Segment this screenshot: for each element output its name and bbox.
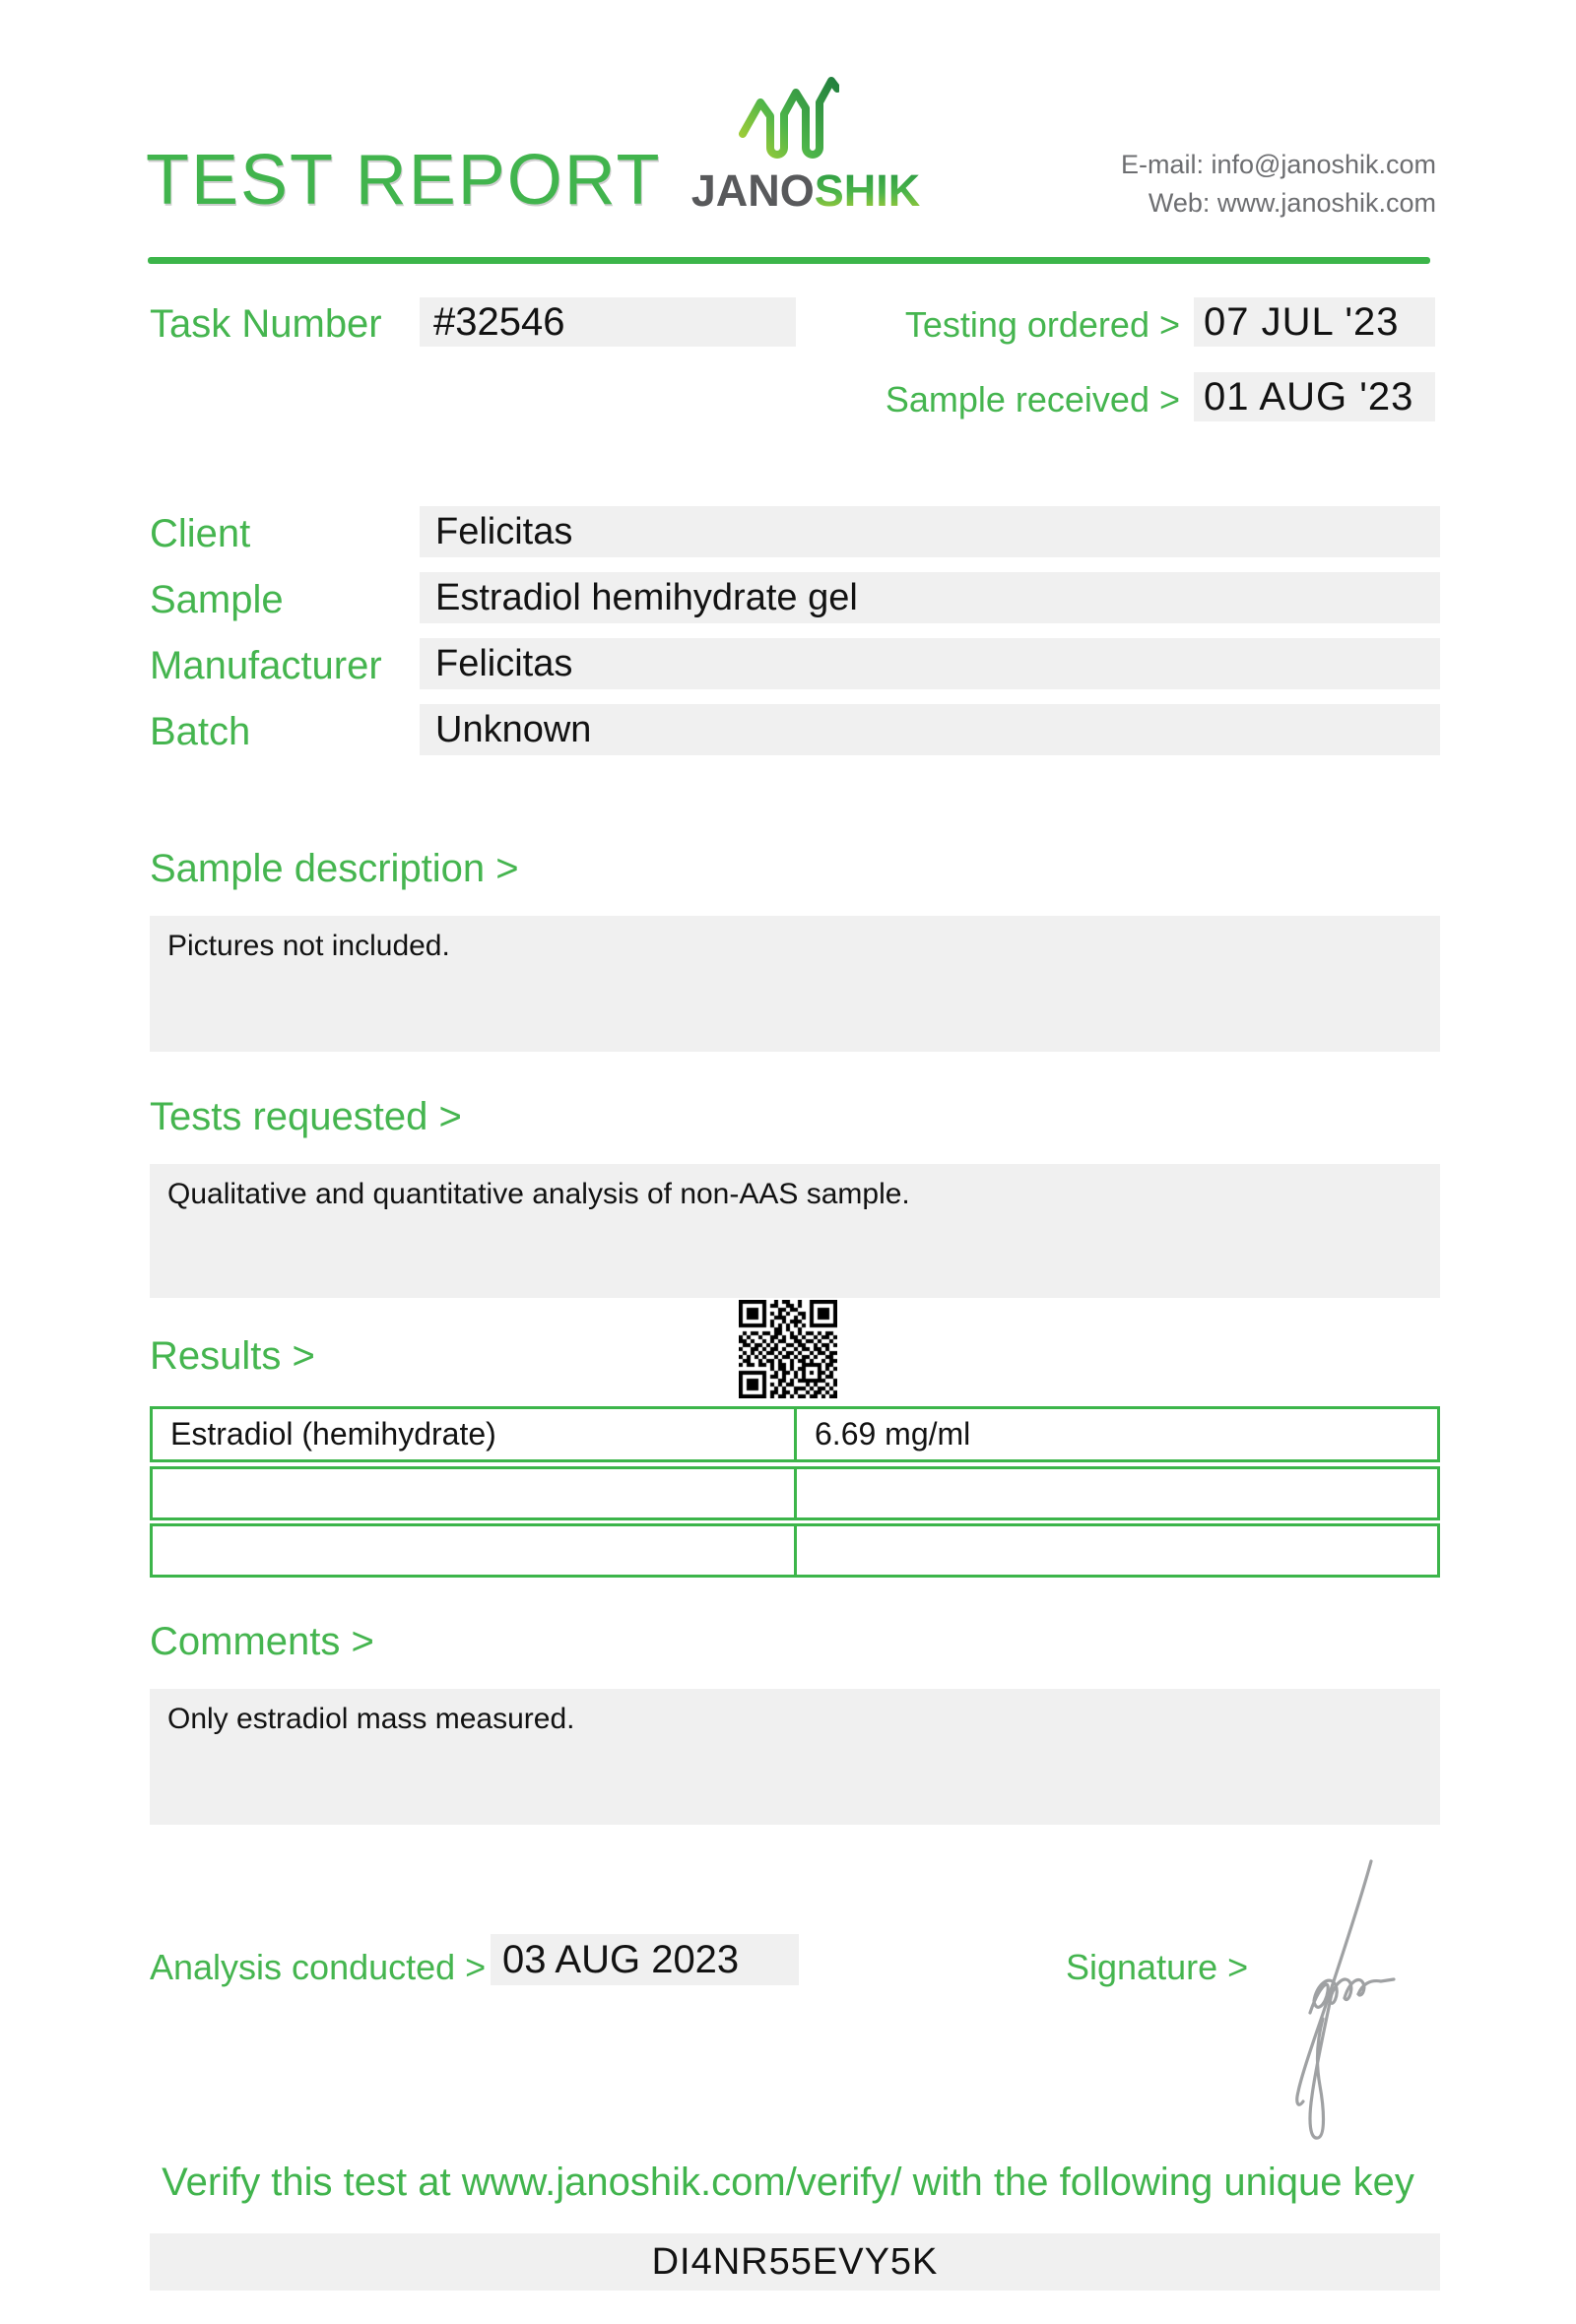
janoshik-wordmark: [680, 165, 932, 217]
result-value-cell: [797, 1469, 1437, 1517]
header-divider-rule: [148, 257, 1430, 264]
sample-received-label: Sample received >: [885, 379, 1180, 420]
batch-label: Batch: [150, 710, 251, 753]
manufacturer-label: Manufacturer: [150, 644, 382, 687]
qr-code: [739, 1300, 837, 1398]
sample-description-box: [150, 916, 1440, 1052]
comments-heading: Comments >: [150, 1620, 374, 1663]
client-value: Felicitas: [420, 506, 1440, 557]
testing-ordered-value: 07 JUL '23: [1194, 297, 1435, 347]
signature-image: [1273, 1853, 1420, 2154]
analysis-conducted-label: Analysis conducted >: [150, 1947, 487, 1987]
results-table-row: [150, 1523, 1440, 1578]
result-value-cell: 6.69 mg/ml: [815, 1416, 971, 1452]
contact-block: [1121, 146, 1436, 223]
janoshik-logo-chart-icon: [737, 73, 839, 168]
page-title: TEST REPORT: [146, 141, 662, 220]
testing-ordered-label: Testing ordered >: [904, 304, 1180, 345]
verify-key-value: DI4NR55EVY5K: [150, 2233, 1440, 2291]
task-number-label: Task Number: [150, 302, 382, 346]
tests-requested-heading: Tests requested >: [150, 1095, 462, 1138]
comments-text: Only estradiol mass measured.: [167, 1703, 575, 1735]
result-analyte-cell: Estradiol (hemihydrate): [153, 1409, 797, 1459]
sample-value: Estradiol hemihydrate gel: [420, 572, 1440, 623]
batch-value: Unknown: [420, 704, 1440, 755]
tests-requested-box: [150, 1164, 1440, 1298]
results-heading: Results >: [150, 1334, 315, 1378]
result-value-cell: [797, 1526, 1437, 1575]
contact-web: Web: www.janoshik.com: [1148, 188, 1436, 218]
wordmark-green-part: SHIK: [814, 165, 921, 216]
analysis-conducted-date: 03 AUG 2023: [491, 1934, 799, 1985]
manufacturer-value: Felicitas: [420, 638, 1440, 689]
signature-label: Signature >: [1066, 1947, 1249, 1987]
result-analyte-cell: [153, 1526, 797, 1575]
sample-received-value: 01 AUG '23: [1194, 372, 1435, 421]
tests-requested-text: Qualitative and quantitative analysis of non-AAS sample.: [167, 1178, 910, 1210]
comments-box: [150, 1689, 1440, 1825]
task-number-value: #32546: [420, 297, 796, 347]
results-table-row: [150, 1466, 1440, 1520]
wordmark-gray-part: JANO: [690, 165, 815, 216]
sample-description-heading: Sample description >: [150, 847, 519, 890]
verify-instruction-text: Verify this test at www.janoshik.com/verify/ with the following unique key: [162, 2161, 1414, 2204]
contact-email: E-mail: info@janoshik.com: [1120, 150, 1436, 179]
sample-description-text: Pictures not included.: [167, 930, 450, 962]
sample-label: Sample: [150, 578, 284, 621]
results-table-row: [150, 1406, 1440, 1462]
client-label: Client: [150, 512, 251, 555]
result-analyte-cell: [153, 1469, 797, 1517]
